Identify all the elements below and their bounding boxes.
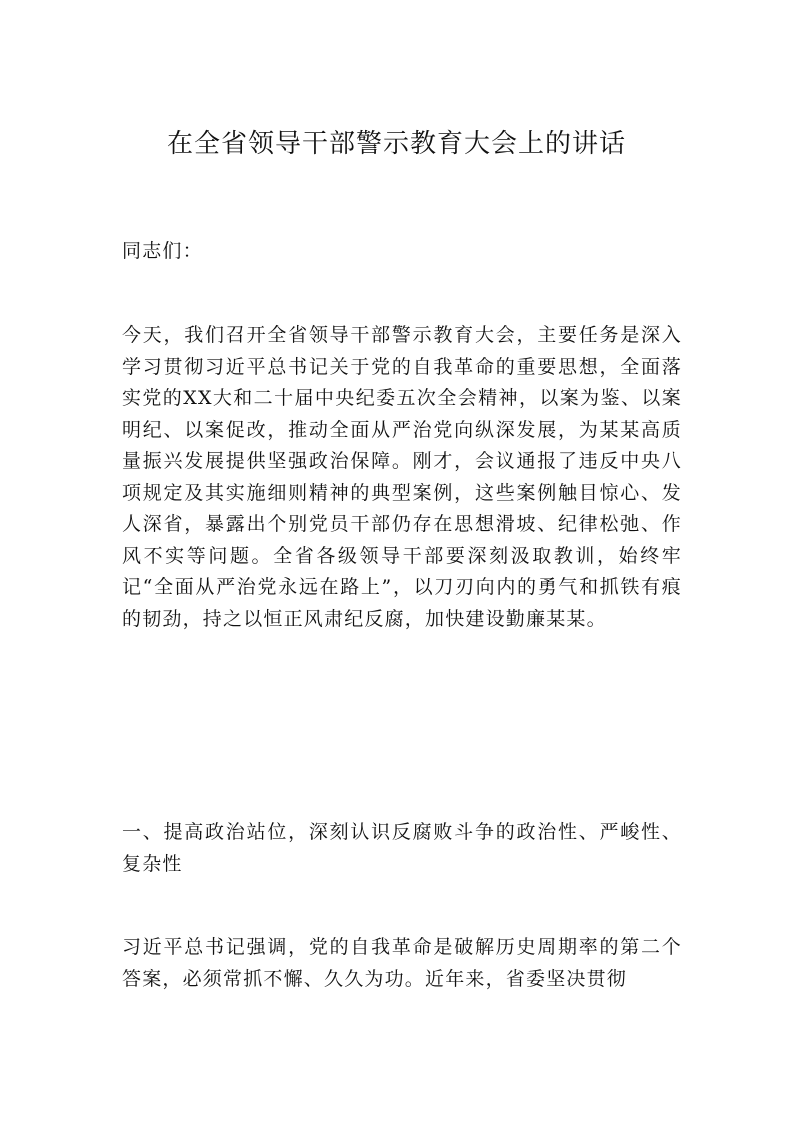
body-paragraph-intro: 今天，我们召开全省领导干部警示教育大会，主要任务是深入学习贯彻习近平总书记关于党的自我革命的重要思想，全面落实党的XX大和二十届中央纪委五次全会精神，以案为鉴、以案明纪、以案促改，推动全面从严治党向纵深发展，为某某高质量振兴发展提供坚强政治保障。刚才，会议通报了违反中央八项规定及其实施细则精神的典型案例，这些案例触目惊心、发人深省，暴露出个别党员干部仍存在思想滑坡、纪律松弛、作风不实等问题。全省各级领导干部要深刻汲取教训，始终牢记“全面从严治党永远在路上”，以刀刃向内的勇气和抓铁有痕的韧劲，持之以恒正风肃纪反腐，加快建设勤廉某某。: [122, 324, 682, 630]
document-title: 在全省领导干部警示教育大会上的讲话: [166, 129, 626, 159]
salutation: 同志们：: [122, 240, 203, 262]
body-paragraph-section-1: 习近平总书记强调，党的自我革命是破解历史周期率的第二个答案，必须常抓不懈、久久为功。近年来，省委坚决贯彻: [122, 936, 682, 990]
section-heading-1: 一、提高政治站位，深刻认识反腐败斗争的政治性、严峻性、复杂性: [122, 821, 682, 875]
